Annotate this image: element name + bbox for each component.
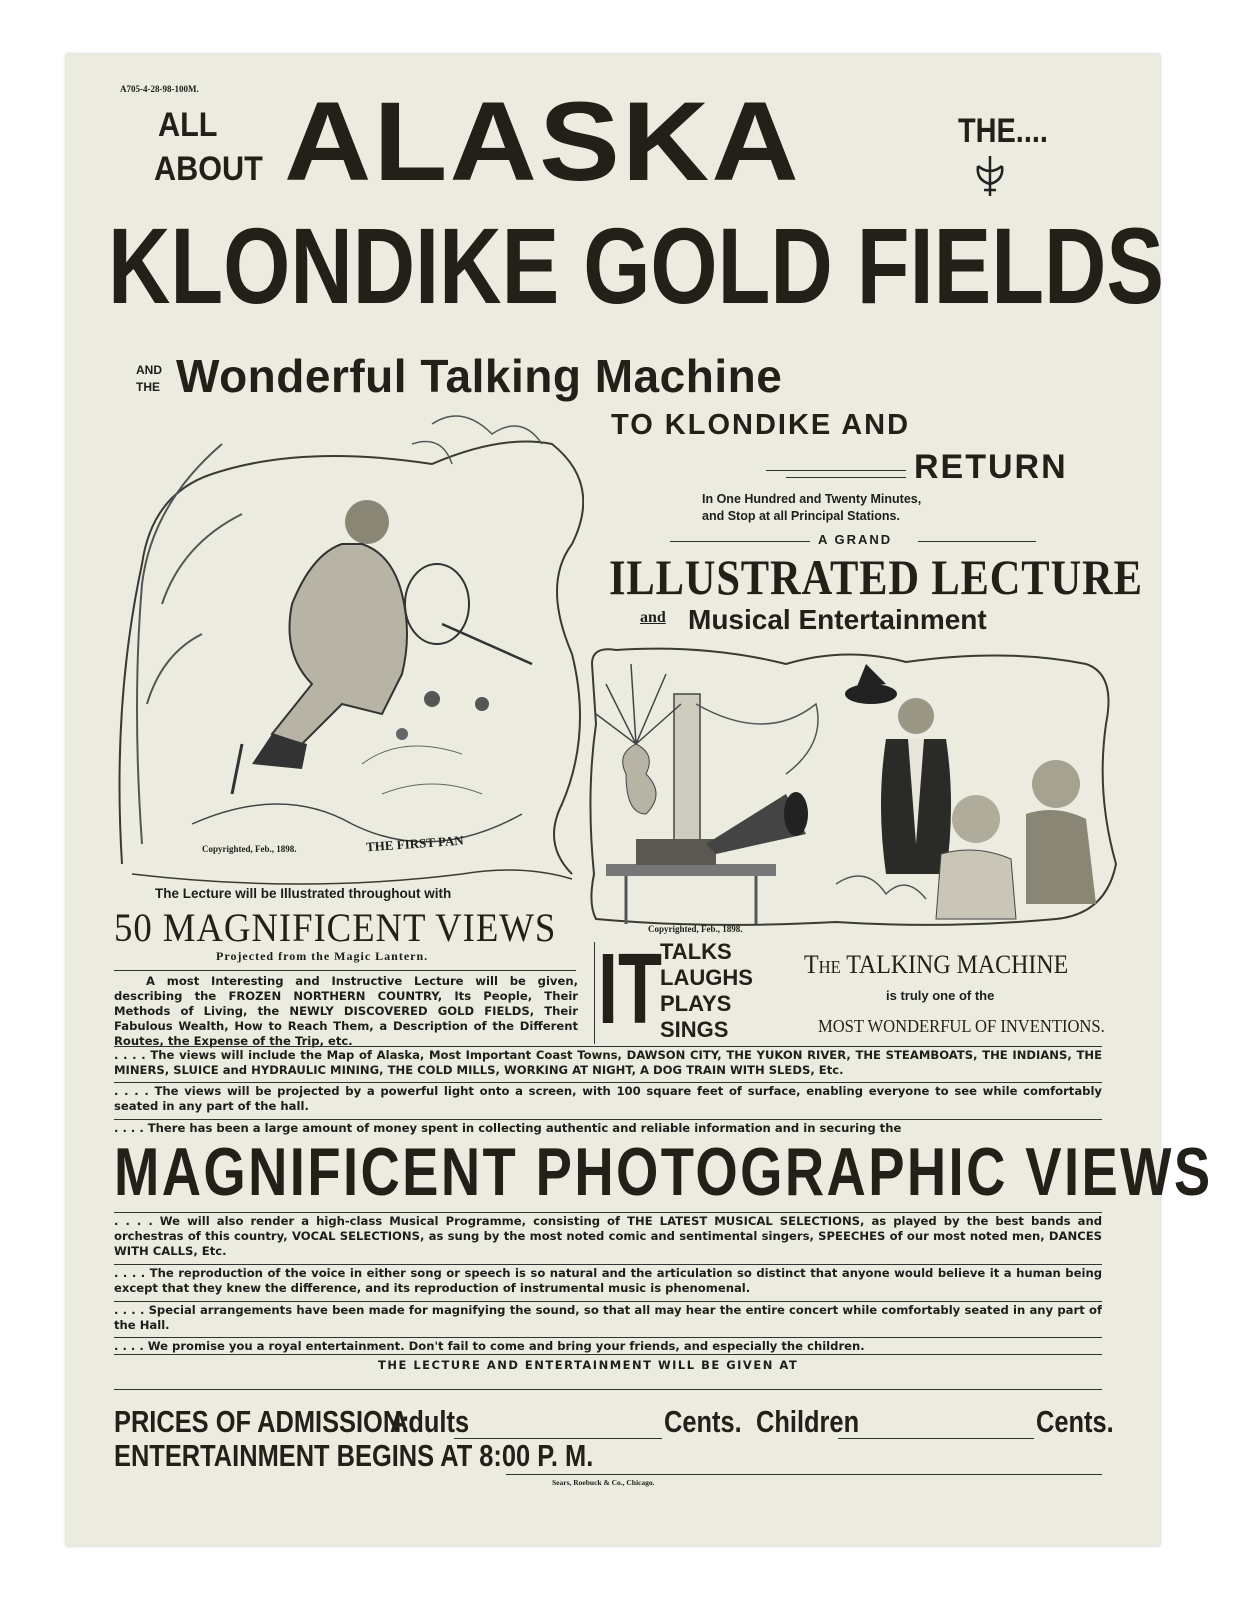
divider: [114, 1212, 1102, 1213]
talking-machine-heading: The TALKING MACHINE: [804, 950, 1069, 979]
most-wonderful: MOST WONDERFUL OF INVENTIONS.: [818, 1016, 1105, 1036]
children-label: Children: [756, 1404, 860, 1439]
money-spent: . . . . There has been a large amount of money spent in collecting authentic and reliable information and in securing the: [114, 1121, 902, 1135]
reproduction-text: . . . . The reproduction of the voice in either song or speech is so natural and the articulation so distinct that anyone would believe it a human being except that they knew the difference, and its reproduction of instrumental music is phenomenal.: [114, 1266, 1102, 1295]
talks-text: TALKS: [660, 939, 732, 964]
return-text: RETURN: [914, 448, 1068, 486]
divider: [670, 541, 810, 542]
divider: [918, 541, 1036, 542]
lecture-description: A most Interesting and Instructive Lecture will be given, describing the FROZEN NORTHERN COUNTRY, Its People, Their Methods of Living, the NEWLY DISCOVERED GOLD FIELDS, Their Fabulous Wealth, How to Reach Them, a Description of the Different Routes, the Expense of the Trip, etc.: [114, 974, 579, 1048]
title-the: THE....: [958, 112, 1048, 150]
promise-text: . . . . We promise you a royal entertainment. Don't fail to come and bring your friends, and especially the children.: [114, 1339, 865, 1353]
sings-text: SINGS: [660, 1017, 729, 1042]
ornament-icon: [968, 154, 1012, 198]
to-klondike: TO KLONDIKE AND: [611, 409, 911, 441]
illustrated-lecture: ILLUSTRATED LECTURE: [609, 549, 1143, 605]
subtitle-wonderful: Wonderful Talking Machine: [176, 350, 783, 402]
title-klondike: KLONDIKE GOLD FIELDS: [108, 205, 1164, 326]
laughs-text: LAUGHS: [660, 965, 753, 990]
begins-text: ENTERTAINMENT BEGINS AT 8:00 P. M.: [114, 1438, 594, 1473]
views-projected: . . . . The views will be projected by a powerful light onto a screen, with 100 square feet of surface, enabling everyone to see while comfortably seated in any part of the hall.: [114, 1084, 1102, 1113]
magnificent-photographic-views: MAGNIFICENT PHOTOGRAPHIC VIEWS: [114, 1134, 1213, 1210]
divider: [114, 1082, 1102, 1083]
truly-one: is truly one of the: [886, 988, 995, 1003]
it-text: IT: [598, 933, 662, 1045]
prices-label: PRICES OF ADMISSION:: [114, 1404, 410, 1439]
copyright-right: Copyrighted, Feb., 1898.: [648, 924, 743, 934]
a-grand: A GRAND: [818, 532, 893, 547]
given-at: THE LECTURE AND ENTERTAINMENT WILL BE GIVEN AT: [378, 1358, 799, 1372]
label-and: AND: [136, 363, 162, 377]
illustration-first-pan: [102, 404, 584, 890]
plays-text: PLAYS: [660, 991, 732, 1016]
label-the: THE: [136, 380, 160, 394]
title-about: ABOUT: [154, 150, 263, 188]
cents-label-1: Cents.: [664, 1404, 742, 1439]
publisher: Sears, Roebuck & Co., Chicago.: [552, 1478, 655, 1487]
lecture-illustrated: The Lecture will be Illustrated throughout with: [155, 886, 452, 901]
location-blank: [506, 1474, 1102, 1475]
divider: [114, 1119, 1102, 1120]
minutes-line-1: In One Hundred and Twenty Minutes,: [702, 492, 922, 506]
minutes-line-2: and Stop at all Principal Stations.: [702, 509, 900, 523]
views-include: . . . . The views will include the Map of Alaska, Most Important Coast Towns, DAWSON CITY, THE YUKON RIVER, THE STEAMBOATS, THE INDIANS, THE MINERS, SLUICE and HYDRAULIC MINING, THE COLD MILLS, WORKING AT NIGHT, A DOG TRAIN WITH SLEDS, Etc.: [114, 1048, 1102, 1077]
divider: [114, 970, 576, 971]
caption-first-pan: THE FIRST PAN: [365, 832, 465, 855]
print-code: A705-4-28-98-100M.: [120, 84, 199, 94]
fifty-views: 50 MAGNIFICENT VIEWS: [114, 905, 557, 950]
and-small: and: [640, 609, 666, 626]
adults-label: Adults: [390, 1404, 470, 1439]
title-all: ALL: [158, 106, 218, 144]
divider: [766, 470, 906, 471]
musical-entertainment: Musical Entertainment: [688, 604, 987, 635]
divider: [114, 1046, 1102, 1047]
illustration-talking-machine: [586, 644, 1126, 934]
musical-programme: . . . . We will also render a high-class Musical Programme, consisting of THE LATEST MUSICAL SELECTIONS, as played by the best bands and orchestras of this country, VOCAL SELECTIONS, as sung by the most noted comic and sentimental singers, SPEECHES of our most noted men, DANCES WITH CALLS, Etc.: [114, 1214, 1103, 1258]
divider: [114, 1264, 1102, 1265]
projected-text: Projected from the Magic Lantern.: [216, 949, 429, 963]
poster-sheet: [66, 54, 1213, 1546]
copyright-left: Copyrighted, Feb., 1898.: [202, 844, 297, 854]
divider: [114, 1337, 1102, 1338]
special-arrangements: . . . . Special arrangements have been made for magnifying the sound, so that all may hear the entire concert while comfortably seated in any part of the Hall.: [114, 1303, 1102, 1332]
divider: [114, 1301, 1102, 1302]
divider: [114, 1389, 1102, 1390]
vertical-divider: [594, 942, 595, 1044]
children-price-blank: [838, 1438, 1034, 1439]
cents-label-2: Cents.: [1036, 1404, 1114, 1439]
title-alaska: ALASKA: [284, 79, 801, 204]
divider: [786, 477, 906, 478]
divider: [114, 1354, 1102, 1355]
